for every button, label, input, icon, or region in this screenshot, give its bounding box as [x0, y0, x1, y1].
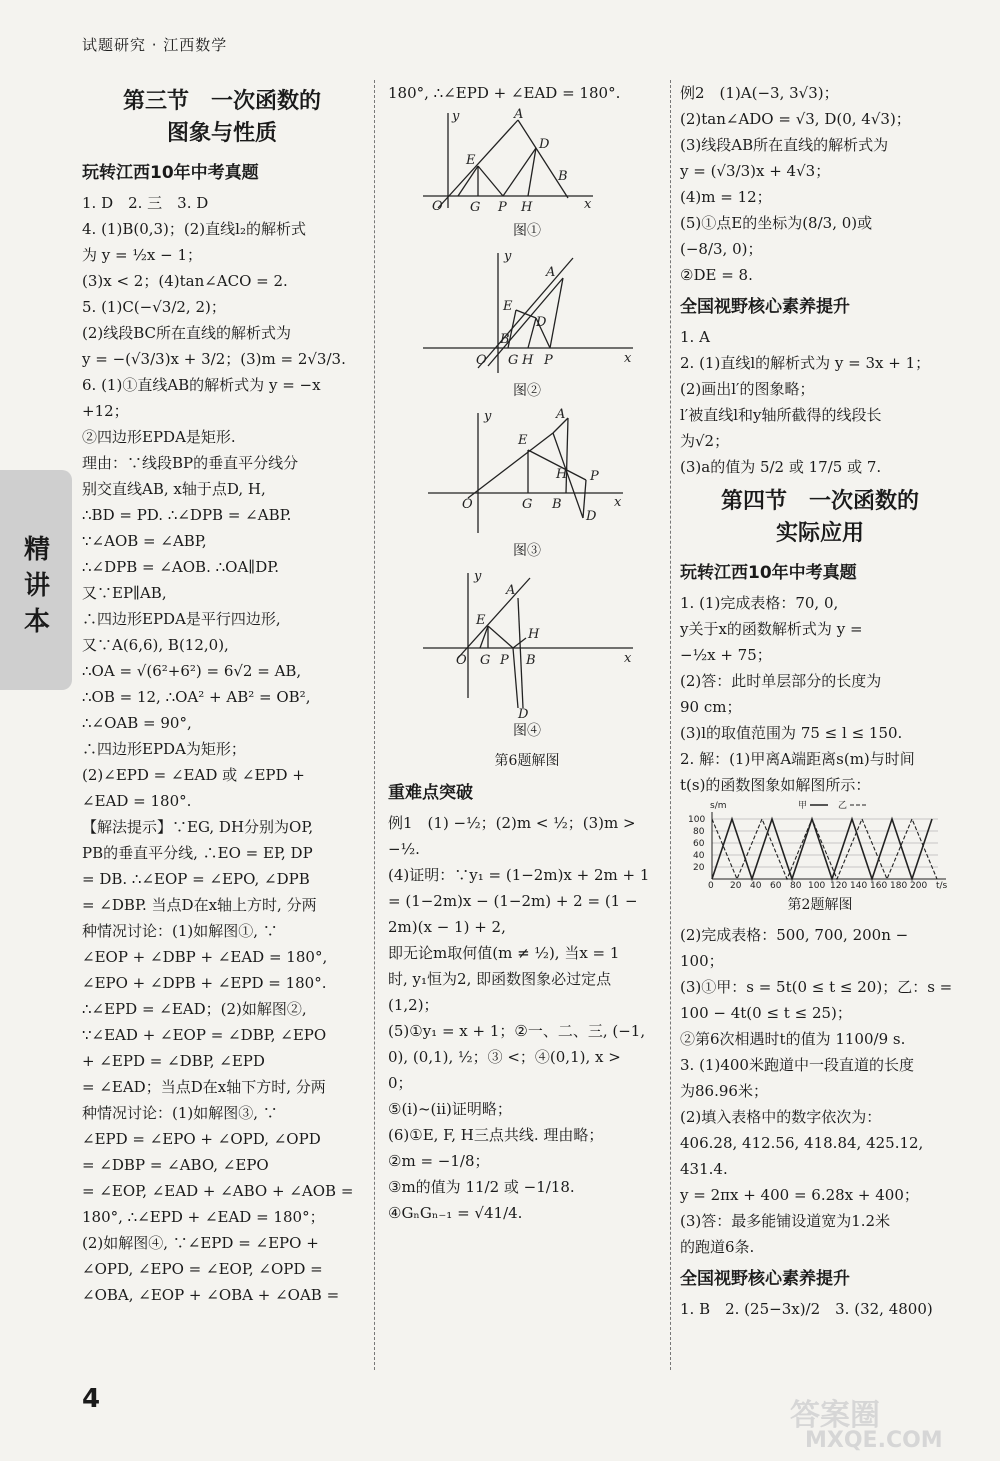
fig-label: A — [556, 408, 566, 422]
text-line: = ∠EAD；当点D在x轴下方时, 分两 — [82, 1078, 326, 1096]
answer-lines — [82, 190, 362, 1308]
subsection-title: 玩转江西10年中考真题 — [680, 563, 857, 583]
text-line: ∴四边形EPDA为矩形； — [82, 740, 246, 758]
side-tab-char: 讲 — [23, 571, 50, 601]
text-line: 0), (0,1), ½；③ <；④(0,1), x > — [388, 1048, 621, 1066]
text-line: (3)线段AB所在直线的解析式为 — [680, 136, 889, 154]
text-line: 3. (1)400米跑道中一段直道的长度 — [680, 1056, 914, 1074]
fig-label: H — [522, 353, 534, 368]
text-line: = (1−2m)x − (1−2m) + 2 = (1 − — [388, 892, 638, 910]
fig-label: O — [462, 497, 473, 512]
text-line: = DB. ∴∠EOP = ∠EPO, ∠DPB — [82, 870, 310, 888]
fig-label: O — [456, 653, 467, 668]
side-tab-char: 本 — [23, 607, 50, 637]
text-line: 100 − 4t(0 ≤ t ≤ 25)； — [680, 1004, 852, 1022]
text-line: 2. (1)直线l的解析式为 y = 3x + 1； — [680, 354, 931, 372]
chart-tick: 60 — [693, 839, 705, 849]
text-line: (3)①甲：s = 5t(0 ≤ t ≤ 20)；乙：s = — [680, 978, 953, 996]
answer-lines — [680, 324, 960, 480]
text-line: = ∠DBP. 当点D在x轴上方时, 分两 — [82, 896, 317, 914]
text-line: 的跑道6条. — [680, 1238, 755, 1256]
fig-label: G — [508, 353, 519, 368]
text-line: ⑤(ⅰ)~(ⅱ)证明略； — [388, 1100, 512, 1118]
fig-label: E — [476, 613, 486, 628]
text-line: 2. 解：(1)甲离A端距离s(m)与时间 — [680, 750, 915, 768]
chart-tick: 200 — [910, 881, 928, 891]
text-line: ③m的值为 11/2 或 −1/18. — [388, 1178, 575, 1196]
text-line: ∴四边形EPDA是平行四边形, — [82, 610, 281, 628]
text-line: y = (√3/3)x + 4√3； — [680, 162, 831, 180]
text-line: ②m = −1/8； — [388, 1152, 490, 1170]
text-line: (1,2)； — [388, 996, 439, 1014]
fig-label: y — [474, 569, 482, 584]
fig-label: G — [522, 497, 533, 512]
text-line: (2)∠EPD = ∠EAD 或 ∠EPD + — [82, 766, 305, 784]
fig-label: G — [470, 200, 481, 215]
fig-label: H — [528, 627, 540, 642]
figure-3 — [418, 408, 628, 538]
side-tab-char: 精 — [23, 535, 50, 565]
text-line: ∠EAD = 180°. — [82, 792, 192, 810]
text-line: 1. D 2. 三 3. D — [82, 194, 209, 212]
text-line: ∠OBA, ∠EOP + ∠OBA + ∠OAB = — [82, 1286, 340, 1304]
page-number: 4 — [82, 1384, 101, 1414]
text-line: −½. — [388, 840, 420, 858]
text-line: ②DE = 8. — [680, 266, 753, 284]
text-line: +12； — [82, 402, 129, 420]
column-2 — [388, 80, 666, 1226]
text-line: ∠EPD = ∠EPO + ∠OPD, ∠OPD — [82, 1130, 321, 1148]
fig-label: x — [624, 651, 632, 666]
chart-tick: 100 — [688, 815, 706, 825]
text-line: ∴∠DPB = ∠AOB. ∴OA∥DP. — [82, 558, 280, 576]
fig-label: H — [521, 200, 533, 215]
fig-label: B — [552, 497, 562, 512]
text-line: 4. (1)B(0,3)；(2)直线l₂的解析式 — [82, 220, 306, 238]
column-1 — [82, 80, 362, 1308]
text-line: t(s)的函数图象如解图所示： — [680, 776, 871, 794]
figure-caption: 图③ — [513, 543, 541, 559]
text-line: 406.28, 412.56, 418.84, 425.12, — [680, 1134, 924, 1152]
text-line: (2)答：此时单层部分的长度为 — [680, 672, 882, 690]
chart-tick: 140 — [850, 881, 868, 891]
text-line: ∴OB = 12, ∴OA² + AB² = OB², — [82, 688, 311, 706]
text-line: ∵∠EAD + ∠EOP = ∠DBP, ∠EPO — [82, 1026, 327, 1044]
text-line: l′被直线l和y轴所截得的线段长 — [680, 406, 882, 424]
chart-tick: 40 — [750, 881, 762, 891]
text-line: 为86.96米； — [680, 1082, 768, 1100]
text-line: (2)画出l′的图象略； — [680, 380, 815, 398]
watermark: 答案圈 — [790, 1398, 880, 1433]
fig-label: x — [584, 197, 592, 212]
text-line: 0； — [388, 1074, 413, 1092]
text-line: (2)如解图④, ∵∠EPD = ∠EPO + — [82, 1234, 319, 1252]
page-header: 试题研究 · 江西数学 — [82, 36, 228, 54]
text-line: 为√2； — [680, 432, 730, 450]
text-line: = ∠EOP, ∠EAD + ∠ABO + ∠AOB = — [82, 1182, 354, 1200]
subsection-title: 重难点突破 — [388, 783, 473, 803]
text-line: + ∠EPD = ∠DBP, ∠EPD — [82, 1052, 265, 1070]
text-line: ∠EOP + ∠DBP + ∠EAD = 180°, — [82, 948, 328, 966]
fig-label: D — [586, 509, 597, 524]
subsection-title: 全国视野核心素养提升 — [680, 297, 850, 317]
text-line: ④GₙGₙ₋₁ = √41/4. — [388, 1204, 523, 1222]
text-line: (2)线段BC所在直线的解析式为 — [82, 324, 292, 342]
fig-label: B — [558, 169, 568, 184]
text-line: 【解法提示】∵EG, DH分别为OP, — [82, 818, 314, 836]
figure-group-caption: 第6题解图 — [494, 753, 560, 769]
fig-label: B — [500, 332, 510, 347]
chart-tick: 20 — [730, 881, 742, 891]
text-line: (4)证明：∵y₁ = (1−2m)x + 2m + 1 — [388, 866, 650, 884]
text-line: 别交直线AB, x轴于点D, H, — [82, 480, 266, 498]
fig-label: A — [506, 583, 516, 598]
text-line: −½x + 75； — [680, 646, 772, 664]
text-line: (6)①E, F, H三点共线. 理由略； — [388, 1126, 604, 1144]
chart-tick: 20 — [693, 863, 705, 873]
text-line: (−8/3, 0)； — [680, 240, 763, 258]
section-title: 第四节 一次函数的 实际应用 — [720, 489, 919, 546]
chart-tick: 180 — [890, 881, 908, 891]
text-line: 6. (1)①直线AB的解析式为 y = −x — [82, 376, 321, 394]
text-line: 种情况讨论：(1)如解图①, ∵ — [82, 922, 278, 940]
text-line: (2)tan∠ADO = √3, D(0, 4√3)； — [680, 110, 911, 128]
text-line: (3)答：最多能铺设道宽为1.2米 — [680, 1212, 891, 1230]
chart-tick: 100 — [808, 881, 826, 891]
fig-label: D — [518, 707, 529, 718]
fig-label: H — [556, 467, 568, 482]
fig-label: P — [590, 469, 599, 484]
fig-label: y — [484, 409, 492, 424]
answer-lines — [680, 922, 960, 1260]
fig-label: A — [514, 108, 524, 122]
fig-label: E — [503, 299, 513, 314]
figure-2 — [418, 248, 638, 378]
fig-label: D — [536, 315, 547, 330]
text-line: (2)完成表格：500, 700, 200n − — [680, 926, 909, 944]
subsection-title: 全国视野核心素养提升 — [680, 1269, 850, 1289]
text-line: (3)x < 2；(4)tan∠ACO = 2. — [82, 272, 288, 290]
fig-label: y — [504, 249, 512, 264]
text-line: (3)l的取值范围为 75 ≤ l ≤ 150. — [680, 724, 903, 742]
chart-tick: 80 — [790, 881, 802, 891]
text-line: 90 cm； — [680, 698, 742, 716]
text-line: 180°, ∴∠EPD + ∠EAD = 180°. — [388, 84, 621, 102]
fig-label: y — [452, 109, 460, 124]
text-line: y = 2πx + 400 = 6.28x + 400； — [680, 1186, 919, 1204]
section-title: 第三节 一次函数的 图象与性质 — [122, 89, 321, 146]
text-line: y关于x的函数解析式为 y = — [680, 620, 863, 638]
chart-tick: 160 — [870, 881, 888, 891]
text-line: 又∵EP∥AB, — [82, 584, 167, 602]
fig-label: E — [518, 433, 528, 448]
text-line: 431.4. — [680, 1160, 728, 1178]
text-line: 即无论m取何值(m ≠ ½), 当x = 1 — [388, 944, 620, 962]
text-line: 理由：∵线段BP的垂直平分线分 — [82, 454, 299, 472]
fig-label: G — [480, 653, 491, 668]
answer-lines — [680, 80, 960, 288]
motion-chart — [688, 800, 958, 892]
text-line: ∴∠EPD = ∠EAD；(2)如解图②, — [82, 1000, 307, 1018]
text-line: PB的垂直平分线, ∴EO = EP, DP — [82, 844, 313, 862]
figure-caption: 图④ — [513, 723, 541, 739]
text-line: ∵∠AOB = ∠ABP, — [82, 532, 207, 550]
text-line: y = −(√3/3)x + 3/2；(3)m = 2√3/3. — [82, 350, 346, 368]
text-line: 180°, ∴∠EPD + ∠EAD = 180°； — [82, 1208, 325, 1226]
text-line: (5)①y₁ = x + 1；②一、二、三, (−1, — [388, 1022, 646, 1040]
subsection-title: 玩转江西10年中考真题 — [82, 163, 259, 183]
series-yi — [712, 819, 937, 879]
fig-label: P — [544, 353, 553, 368]
text-line: 时, y₁恒为2, 即函数图象必过定点 — [388, 970, 612, 988]
answer-lines — [388, 810, 666, 1226]
chart-axis-label: t/s — [936, 881, 948, 891]
text-line: 1. (1)完成表格：70, 0, — [680, 594, 839, 612]
watermark: MXQE.COM — [805, 1428, 943, 1453]
figure-4 — [418, 568, 638, 718]
text-line: 100； — [680, 952, 724, 970]
text-line: ∴BD = PD. ∴∠DPB = ∠ABP. — [82, 506, 292, 524]
figure-caption: 图① — [513, 223, 541, 239]
text-line: = ∠DBP = ∠ABO, ∠EPO — [82, 1156, 269, 1174]
text-line: ②第6次相遇时t的值为 1100/9 s. — [680, 1030, 906, 1048]
column-divider — [374, 80, 375, 1370]
text-line: ∴OA = √(6²+6²) = 6√2 = AB, — [82, 662, 302, 680]
fig-label: P — [500, 653, 509, 668]
chart-tick: 40 — [693, 851, 705, 861]
chart-caption: 第2题解图 — [787, 897, 853, 913]
text-line: (2)填入表格中的数字依次为： — [680, 1108, 882, 1126]
text-line: (4)m = 12； — [680, 188, 772, 206]
fig-label: B — [526, 653, 536, 668]
text-line: 1. A — [680, 328, 710, 346]
fig-label: x — [624, 351, 632, 366]
fig-label: D — [539, 137, 550, 152]
fig-label: E — [466, 153, 476, 168]
answer-lines — [680, 590, 960, 798]
side-tab — [0, 470, 72, 690]
figure-1 — [418, 108, 598, 218]
chart-tick: 80 — [693, 827, 705, 837]
chart-legend: 乙 — [838, 801, 848, 811]
fig-label: A — [546, 265, 556, 280]
chart-tick: 120 — [830, 881, 848, 891]
column-3 — [680, 80, 960, 1322]
text-line: ∴∠OAB = 90°, — [82, 714, 192, 732]
text-line: 为 y = ½x − 1； — [82, 246, 202, 264]
text-line: (5)①点E的坐标为(8/3, 0)或 — [680, 214, 873, 232]
figure-caption: 图② — [513, 383, 541, 399]
chart-tick: 60 — [770, 881, 782, 891]
fig-label: P — [498, 200, 507, 215]
text-line: (3)a的值为 5/2 或 17/5 或 7. — [680, 458, 882, 476]
text-line: 例2 (1)A(−3, 3√3)； — [680, 84, 839, 102]
chart-legend: 甲 — [798, 801, 808, 811]
text-line: ∠EPO + ∠DPB + ∠EPD = 180°. — [82, 974, 327, 992]
chart-axis-label: s/m — [710, 801, 727, 811]
chart-tick: 0 — [708, 881, 714, 891]
text-line: ②四边形EPDA是矩形. — [82, 428, 236, 446]
text-line: 2m)(x − 1) + 2, — [388, 918, 506, 936]
text-line: 种情况讨论：(1)如解图③, ∵ — [82, 1104, 278, 1122]
fig-label: O — [476, 353, 487, 368]
fig-label: O — [432, 199, 443, 214]
text-line: 5. (1)C(−√3/2, 2)； — [82, 298, 226, 316]
text-line: 1. B 2. (25−3x)/2 3. (32, 4800) — [680, 1300, 933, 1318]
text-line: 例1 (1) −½；(2)m < ½；(3)m > — [388, 814, 636, 832]
column-divider — [670, 80, 671, 1370]
fig-label: x — [614, 495, 622, 510]
text-line: ∠OPD, ∠EPO = ∠EOP, ∠OPD = — [82, 1260, 323, 1278]
text-line: 又∵A(6,6), B(12,0), — [82, 636, 229, 654]
